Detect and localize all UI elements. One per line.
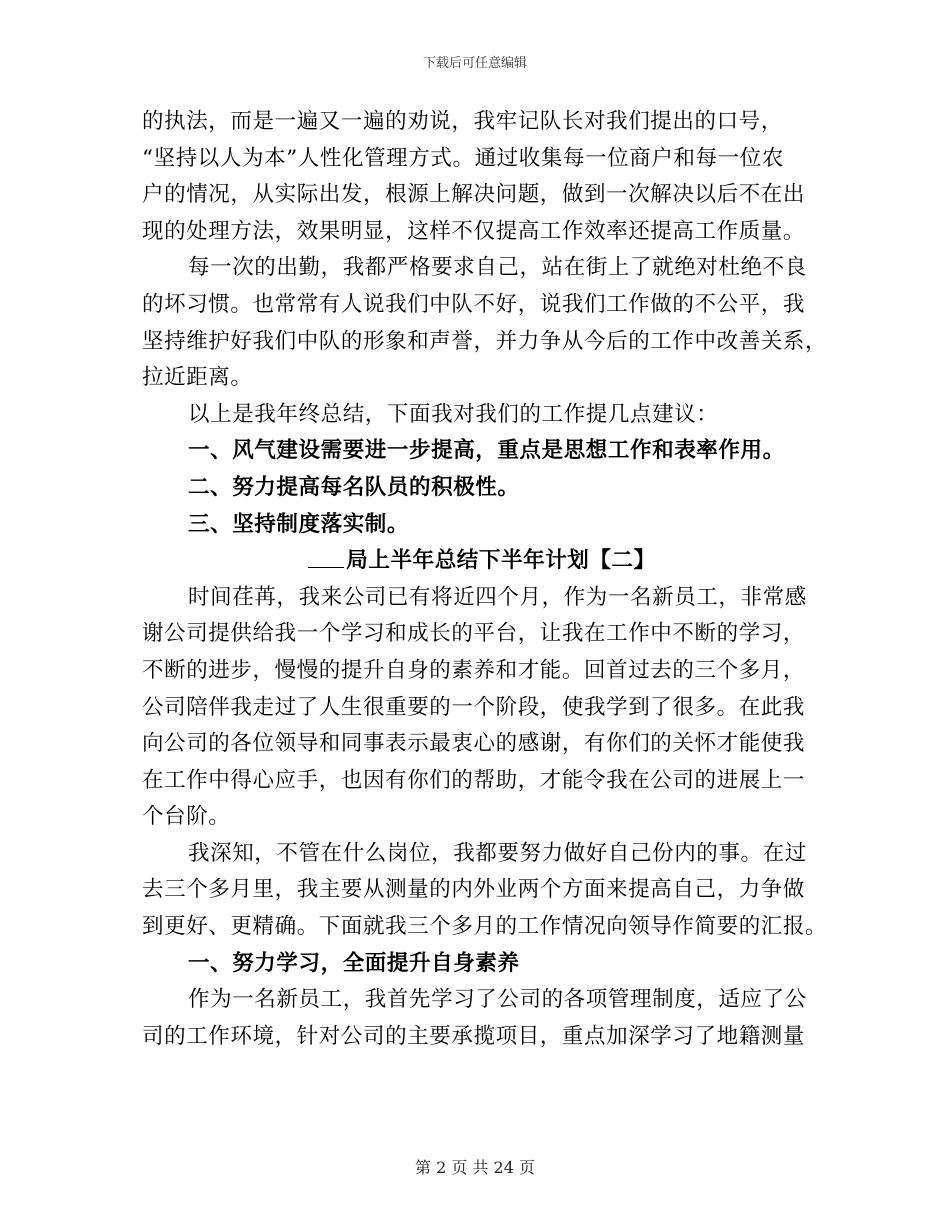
line-text: 我深知，不管在什么岗位，我都要努力做好自己份内的事。在过: [188, 840, 807, 866]
line-text: 公司陪伴我走过了人生很重要的一个阶段，使我学到了很多。在此我: [142, 694, 806, 720]
text-line: [142, 726, 808, 763]
text-line: [142, 141, 808, 178]
text-line: [142, 909, 828, 946]
line-text: 现的处理方法，效果明显，这样不仅提高工作效率还提高工作质量。: [142, 218, 806, 244]
line-text: 作为一名新员工，我首先学习了公司的各项管理制度，适应了公: [188, 987, 807, 1013]
text-line: [142, 397, 808, 434]
text-line: [142, 214, 808, 251]
text-line: [142, 872, 808, 909]
line-text: 二、努力提高每名队员的积极性。: [188, 474, 520, 500]
text-line: [142, 104, 808, 141]
line-text: 局上半年总结下半年计划【二】: [346, 548, 656, 574]
line-text: 坚持维护好我们中队的形象和声誉，并力争从今后的工作中改善关系，: [142, 328, 828, 354]
page-header: 下载后可任意编辑: [422, 56, 527, 71]
text-line: [142, 836, 808, 873]
line-text: 的坏习惯。也常常有人说我们中队不好，说我们工作做的不公平，我: [142, 291, 806, 317]
line-text: “坚持以人为本”人性化管理方式。通过收集每一位商户和每一位农: [142, 145, 784, 171]
bold-text-line: [142, 470, 808, 507]
text-line: [142, 690, 808, 727]
line-text: 拉近距离。: [142, 365, 253, 391]
text-line: [142, 250, 808, 287]
line-text: 谢公司提供给我一个学习和成长的平台，让我在工作中不断的学习，: [142, 621, 806, 647]
line-text: 每一次的出勤，我都严格要求自己，站在街上了就绝对杜绝不良: [188, 255, 807, 281]
line-text: 的执法，而是一遍又一遍的劝说，我牢记队长对我们提出的口号，: [142, 109, 783, 134]
text-line: [142, 177, 808, 214]
document-body: [142, 104, 828, 1055]
line-text: 向公司的各位领导和同事表示最衷心的感谢，有你们的关怀才能使我: [142, 731, 806, 757]
line-text: 时间荏苒，我来公司已有将近四个月，作为一名新员工，非常感: [188, 584, 807, 610]
text-line: [142, 580, 808, 617]
bold-text-line: [142, 433, 808, 470]
line-text: 一、努力学习，全面提升自身素养: [188, 950, 520, 976]
text-line: [142, 982, 808, 1019]
line-text: 以上是我年终总结，下面我对我们的工作提几点建议：: [188, 401, 719, 427]
text-line: [142, 653, 808, 690]
title-blank-underline: [308, 549, 344, 568]
line-text: 不断的进步，慢慢的提升自身的素养和才能。回首过去的三个多月，: [142, 657, 806, 683]
line-text: 在工作中得心应手，也因有你们的帮助，才能令我在公司的进展上一: [142, 767, 806, 793]
line-text: 三、坚持制度落实制。: [188, 511, 410, 537]
line-text: 去三个多月里，我主要从测量的内外业两个方面来提高自己，力争做: [142, 877, 806, 903]
line-text: 司的工作环境，针对公司的主要承揽项目，重点加深学习了地籍测量: [142, 1023, 806, 1049]
line-text: 个台阶。: [142, 804, 231, 830]
text-line: [142, 763, 808, 800]
text-line: [142, 616, 808, 653]
text-line: [142, 360, 808, 397]
text-line: [142, 799, 808, 836]
text-line: [142, 1019, 808, 1056]
page-footer: 第 2 页 共 24 页: [415, 1158, 535, 1177]
bold-text-line: [142, 946, 808, 983]
text-line: [142, 324, 828, 361]
line-text: 到更好、更精确。下面就我三个多月的工作情况向领导作简要的汇报。: [142, 914, 828, 940]
bold-text-line: [142, 507, 808, 544]
section-title: [142, 543, 808, 580]
text-line: [142, 287, 808, 324]
line-text: 户的情况，从实际出发，根源上解决问题，做到一次解决以后不在出: [142, 182, 806, 208]
line-text: 一、风气建设需要进一步提高，重点是思想工作和表率作用。: [188, 438, 785, 464]
